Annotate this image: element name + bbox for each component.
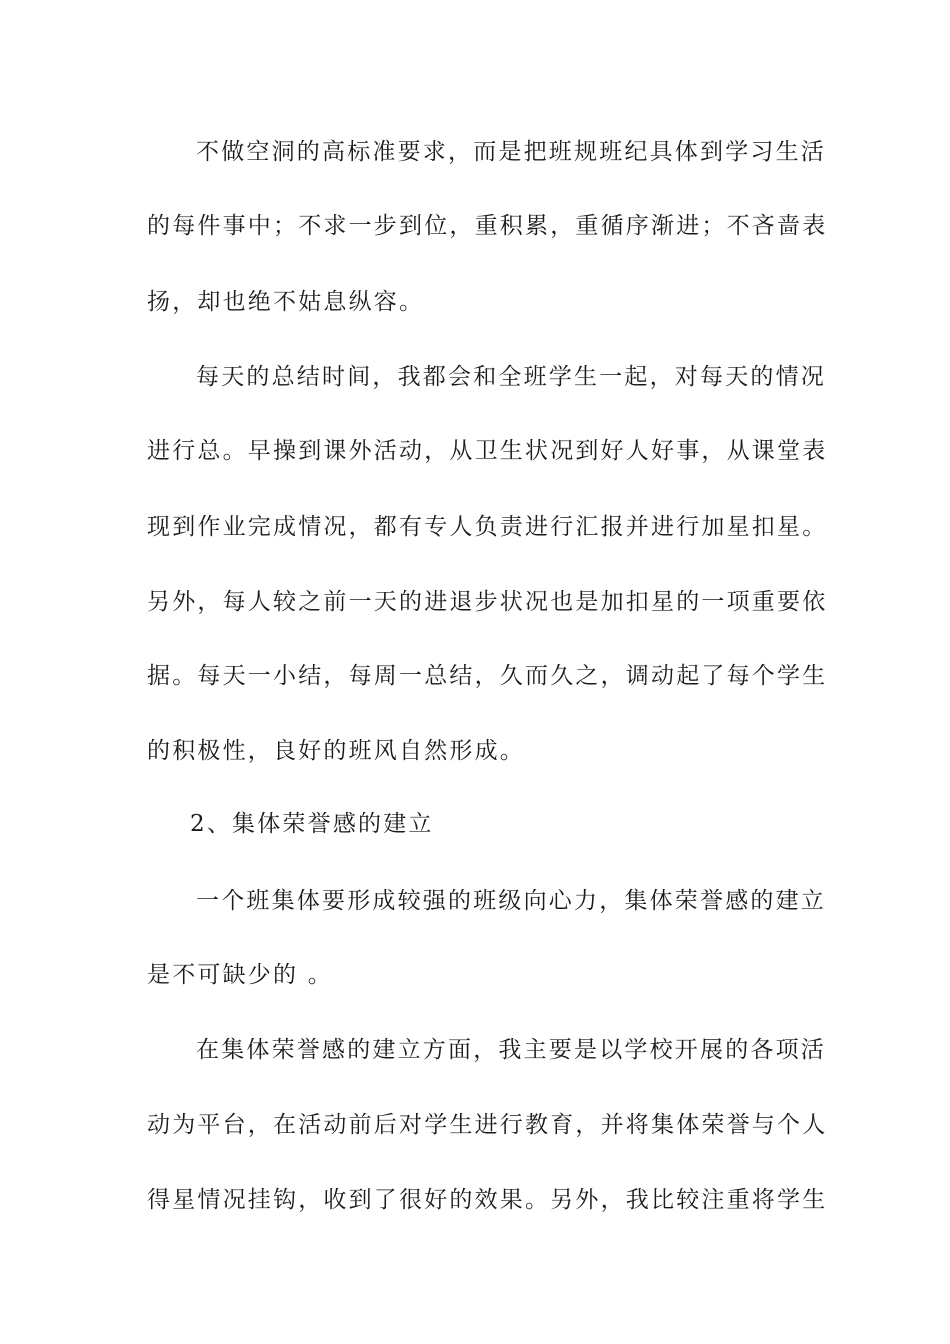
paragraph-line: 的积极性，良好的班风自然形成。 [147, 738, 525, 764]
paragraph-line: 现到作业完成情况，都有专人负责进行汇报并进行加星扣星。 [147, 514, 828, 540]
paragraph-line: 扬，却也绝不姑息纵容。 [147, 289, 425, 315]
paragraph-line: 另外，每人较之前一天的进退步状况也是加扣星的一项重要依 [147, 589, 828, 615]
paragraph-line: 进行总。早操到课外活动，从卫生状况到好人好事，从课堂表 [147, 438, 828, 464]
paragraph-line: 一个班集体要形成较强的班级向心力，集体荣誉感的建立 [196, 888, 826, 914]
paragraph-line: 动为平台，在活动前后对学生进行教育，并将集体荣誉与个人 [147, 1112, 828, 1138]
paragraph-line: 每天的总结时间，我都会和全班学生一起，对每天的情况 [196, 364, 826, 390]
paragraph-line: 不做空洞的高标准要求，而是把班规班纪具体到学习生活 [196, 139, 826, 165]
paragraph-line: 的每件事中；不求一步到位，重积累，重循序渐进；不吝啬表 [147, 213, 828, 239]
paragraph-line: 据。每天一小结，每周一总结，久而久之，调动起了每个学生 [147, 663, 828, 689]
section-heading: 2、集体荣誉感的建立 [190, 811, 434, 837]
paragraph-line: 是不可缺少的 。 [147, 962, 333, 988]
paragraph-line: 得星情况挂钩，收到了很好的效果。另外，我比较注重将学生 [147, 1187, 828, 1213]
paragraph-line: 在集体荣誉感的建立方面，我主要是以学校开展的各项活 [196, 1037, 826, 1063]
